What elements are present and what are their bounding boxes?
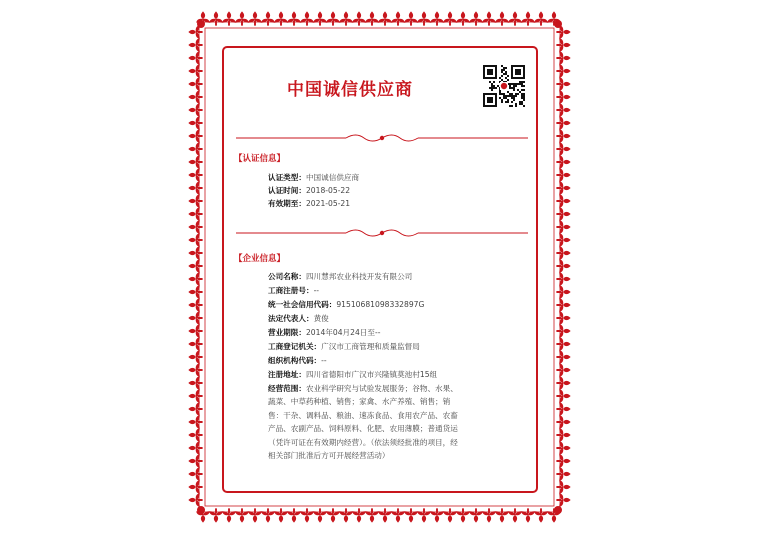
field-value: 2021-05-21 bbox=[305, 199, 351, 208]
field-registration-no bbox=[268, 284, 526, 298]
field-valid-until bbox=[268, 197, 526, 211]
certificate-title: 中国诚信供应商 bbox=[287, 80, 413, 100]
field-value: 中国诚信供应商 bbox=[305, 173, 360, 182]
field-credit-code bbox=[268, 298, 526, 312]
field-label: 有效期至： bbox=[268, 199, 306, 208]
field-label: 认证时间： bbox=[268, 186, 306, 195]
field-label: 法定代表人： bbox=[268, 314, 314, 323]
qr-code-icon bbox=[483, 65, 525, 107]
field-registered-address bbox=[268, 368, 526, 382]
field-label: 统一社会信用代码： bbox=[268, 300, 337, 309]
field-value: 2014年04月24日至-- bbox=[305, 328, 381, 337]
ornamental-divider bbox=[236, 227, 528, 239]
field-business-term bbox=[268, 326, 526, 340]
field-value: 广汉市工商管理和质量监督局 bbox=[321, 342, 420, 351]
ornamental-divider bbox=[236, 132, 528, 144]
field-cert-type bbox=[268, 171, 526, 185]
field-label: 组织机构代码： bbox=[268, 356, 322, 365]
certificate bbox=[183, 6, 576, 528]
field-label: 营业期限： bbox=[268, 328, 306, 337]
field-organization-code bbox=[268, 354, 526, 368]
field-legal-representative bbox=[268, 312, 526, 326]
field-label: 公司名称： bbox=[268, 272, 306, 281]
field-cert-time bbox=[268, 184, 526, 198]
field-value: 91510681098332897G bbox=[336, 300, 425, 309]
field-label: 认证类型： bbox=[268, 173, 306, 182]
field-value: 黄俊 bbox=[313, 314, 329, 323]
field-registration-authority bbox=[268, 340, 526, 354]
section-heading-company: 【企业信息】 bbox=[234, 254, 286, 264]
field-label: 注册地址： bbox=[268, 370, 306, 379]
certificate-inner-frame bbox=[222, 46, 538, 493]
field-value: 2018-05-22 bbox=[305, 186, 351, 195]
field-company-name bbox=[268, 270, 526, 284]
field-business-scope bbox=[268, 382, 464, 462]
field-value: -- bbox=[321, 356, 327, 365]
field-label: 工商登记机关： bbox=[268, 342, 322, 351]
field-value: 四川省德阳市广汉市兴隆镇莫池村15组 bbox=[305, 370, 438, 379]
field-value: 农业科学研究与试验发展服务；谷物、水果、蔬菜、中草药种植、销售；家禽、水产养殖、销售；销售：干杂、调料品、粮油、速冻食品、食用农产品、农畜产品、农副产品、饲料原料、化肥、农用薄膜；普通货运（凭许可证在有效期内经营）。（依法须经批准的项目，经相关部门批准后方可开展经营活动） bbox=[268, 384, 458, 461]
field-value: 四川慧邦农业科技开发有限公司 bbox=[305, 272, 413, 281]
field-label: 经营范围： bbox=[268, 384, 306, 393]
field-label: 工商注册号： bbox=[268, 286, 314, 295]
field-value: -- bbox=[313, 286, 320, 295]
section-heading-certification: 【认证信息】 bbox=[234, 154, 286, 164]
